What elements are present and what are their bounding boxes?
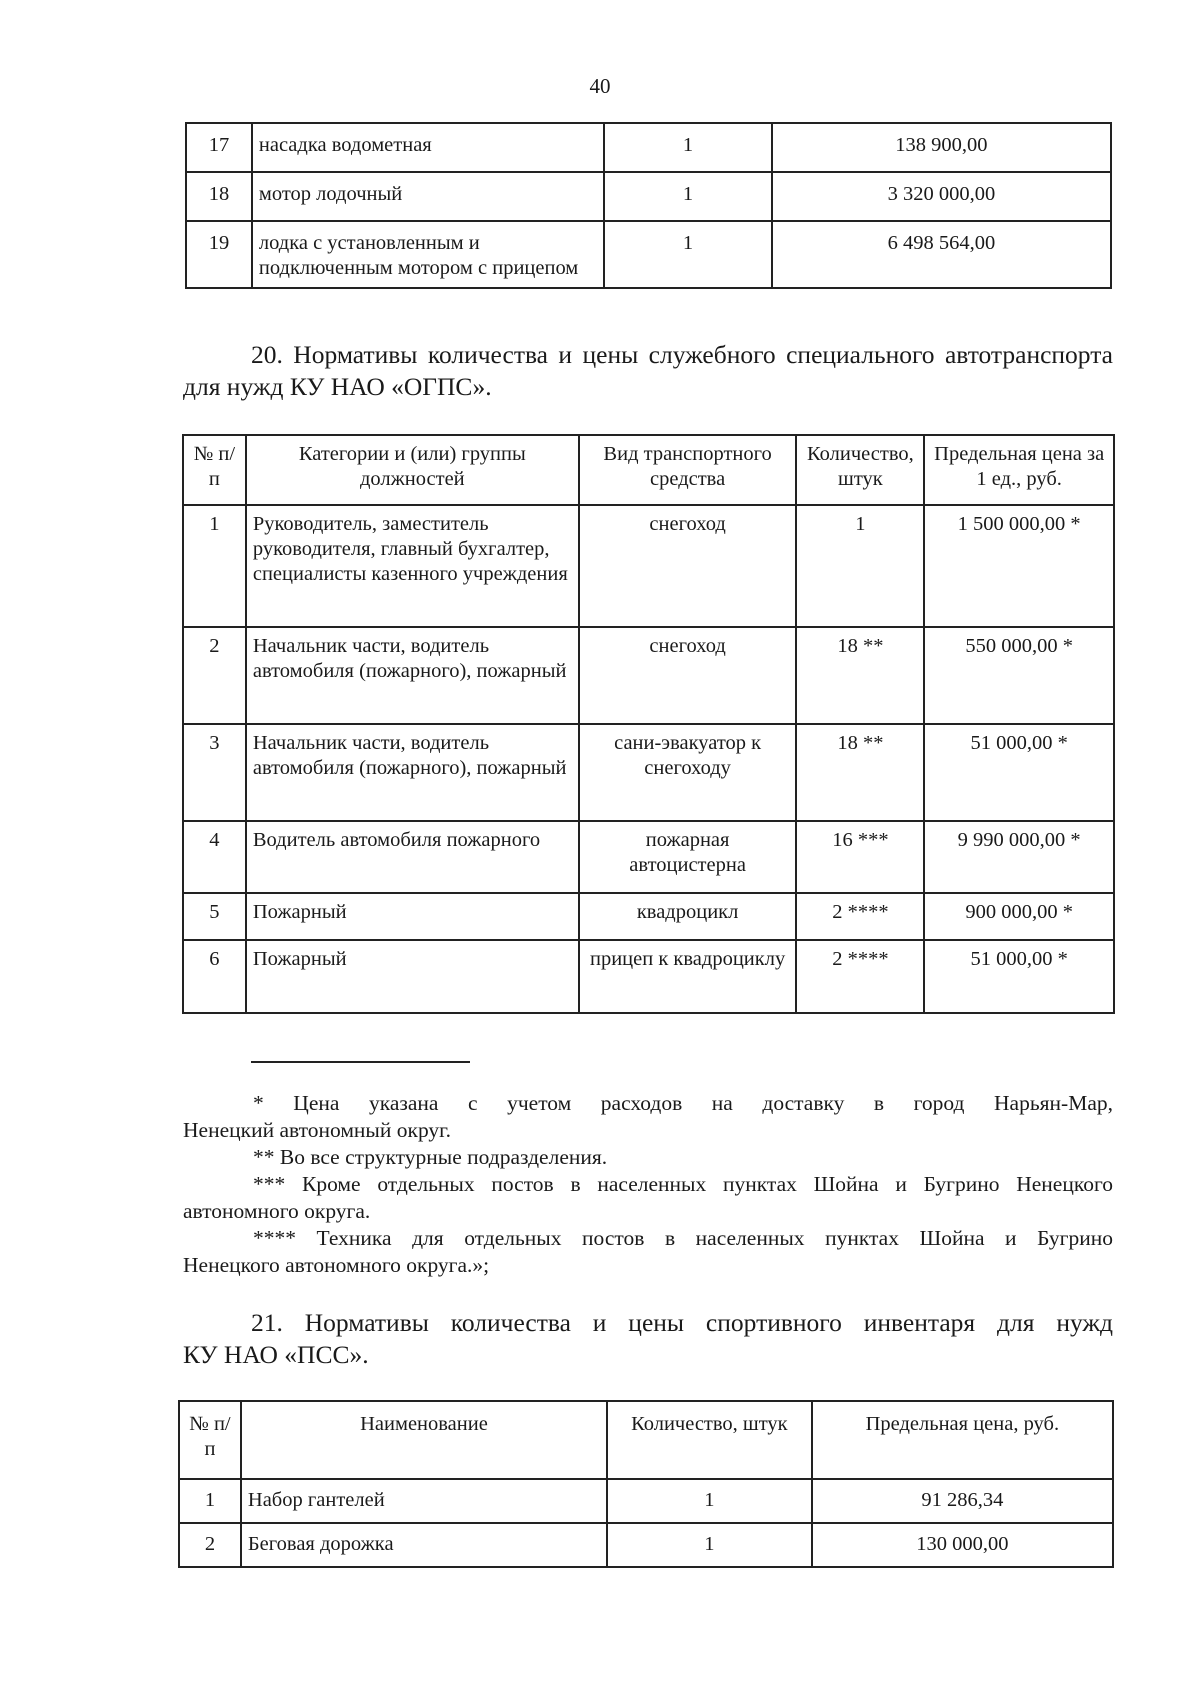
- page-number: 40: [589, 74, 611, 98]
- equipment-table-continuation: [185, 122, 1112, 289]
- footnote-4: [183, 1225, 1113, 1252]
- footnote-4-line1: **** Техника для отдельных постов в населенных пунктах Шойна и Бугрино: [253, 1226, 1113, 1250]
- row-category: Пожарный: [246, 940, 579, 1013]
- row-number: 18: [186, 172, 252, 221]
- row-category: Начальник части, водитель автомобиля (пожарного), пожарный: [246, 627, 579, 724]
- footnote-1-cont: Ненецкий автономный округ.: [183, 1118, 451, 1142]
- item-name: насадка водометная: [252, 123, 604, 172]
- header-price: Предельная цена, руб.: [812, 1401, 1113, 1479]
- table-row: [183, 505, 1114, 627]
- item-price: 3 320 000,00: [772, 172, 1111, 221]
- row-number: 17: [186, 123, 252, 172]
- row-number: 1: [179, 1479, 241, 1523]
- header-quantity: Количество, штук: [607, 1401, 812, 1479]
- footnotes: [183, 1090, 1113, 1279]
- header-number: № п/п: [183, 435, 246, 505]
- footnote-1: [183, 1090, 1113, 1117]
- table-row: [179, 1479, 1113, 1523]
- item-quantity: 1: [604, 221, 772, 288]
- footnote-2: ** Во все структурные подразделения.: [253, 1145, 608, 1169]
- row-price: 51 000,00 *: [924, 724, 1114, 821]
- item-quantity: 1: [604, 123, 772, 172]
- section-20-heading-line1: 20. Нормативы количества и цены служебного специального автотранспорта: [251, 340, 1113, 369]
- row-price: 9 990 000,00 *: [924, 821, 1114, 893]
- row-category: Водитель автомобиля пожарного: [246, 821, 579, 893]
- row-number: 2: [183, 627, 246, 724]
- vehicle-norms-table: [182, 434, 1115, 1014]
- row-name: Беговая дорожка: [241, 1523, 607, 1567]
- header-category: Категории и (или) группы должностей: [246, 435, 579, 505]
- table-row: [183, 893, 1114, 940]
- row-quantity: 18 **: [796, 724, 924, 821]
- table-row: [179, 1523, 1113, 1567]
- table-row: [183, 940, 1114, 1013]
- row-vehicle: снегоход: [579, 627, 797, 724]
- row-number: 4: [183, 821, 246, 893]
- section-21-heading: [183, 1307, 1113, 1371]
- header-name: Наименование: [241, 1401, 607, 1479]
- row-vehicle: квадроцикл: [579, 893, 797, 940]
- row-price: 91 286,34: [812, 1479, 1113, 1523]
- header-price: Предельная цена за 1 ед., руб.: [924, 435, 1114, 505]
- table-row: [183, 821, 1114, 893]
- item-name: мотор лодочный: [252, 172, 604, 221]
- footnote-3: [183, 1171, 1113, 1198]
- row-number: 5: [183, 893, 246, 940]
- item-price: 138 900,00: [772, 123, 1111, 172]
- sports-equipment-table: [178, 1400, 1114, 1568]
- row-quantity: 1: [607, 1479, 812, 1523]
- item-quantity: 1: [604, 172, 772, 221]
- row-quantity: 16 ***: [796, 821, 924, 893]
- header-vehicle: Вид транспортного средства: [579, 435, 797, 505]
- row-number: 6: [183, 940, 246, 1013]
- table-row: [186, 123, 1111, 172]
- row-price: 550 000,00 *: [924, 627, 1114, 724]
- table-row: [186, 221, 1111, 288]
- row-vehicle: пожарная автоцистерна: [579, 821, 797, 893]
- row-quantity: 1: [796, 505, 924, 627]
- row-price: 130 000,00: [812, 1523, 1113, 1567]
- table-row: [186, 172, 1111, 221]
- row-price: 900 000,00 *: [924, 893, 1114, 940]
- footnote-3-line1: *** Кроме отдельных постов в населенных пунктах Шойна и Бугрино Ненецкого: [253, 1172, 1113, 1196]
- row-number: 3: [183, 724, 246, 821]
- row-category: Руководитель, заместитель руководителя, главный бухгалтер, специалисты казенного учреждения: [246, 505, 579, 627]
- row-category: Начальник части, водитель автомобиля (пожарного), пожарный: [246, 724, 579, 821]
- section-21-heading-line1: 21. Нормативы количества и цены спортивного инвентаря для нужд: [251, 1308, 1113, 1337]
- item-price: 6 498 564,00: [772, 221, 1111, 288]
- row-price: 51 000,00 *: [924, 940, 1114, 1013]
- row-price: 1 500 000,00 *: [924, 505, 1114, 627]
- footnote-4-cont: Ненецкого автономного округа.»;: [183, 1253, 490, 1277]
- header-number: № п/п: [179, 1401, 241, 1479]
- row-number: 19: [186, 221, 252, 288]
- table-header-row: [179, 1401, 1113, 1479]
- item-name: лодка с установленным и подключенным мотором с прицепом: [252, 221, 604, 288]
- table-row: [183, 627, 1114, 724]
- footnote-3-cont: автономного округа.: [183, 1199, 371, 1223]
- row-number: 1: [183, 505, 246, 627]
- header-quantity: Количество, штук: [796, 435, 924, 505]
- row-quantity: 2 ****: [796, 893, 924, 940]
- row-vehicle: снегоход: [579, 505, 797, 627]
- table-row: [183, 724, 1114, 821]
- section-20-heading: [183, 339, 1113, 403]
- row-quantity: 2 ****: [796, 940, 924, 1013]
- table-header-row: [183, 435, 1114, 505]
- row-vehicle: сани-эвакуатор к снегоходу: [579, 724, 797, 821]
- row-quantity: 18 **: [796, 627, 924, 724]
- row-vehicle: прицеп к квадроциклу: [579, 940, 797, 1013]
- section-21-heading-line2: КУ НАО «ПСС».: [183, 1340, 369, 1369]
- footnote-1-line1: * Цена указана с учетом расходов на доставку в город Нарьян-Мар,: [253, 1091, 1113, 1115]
- row-number: 2: [179, 1523, 241, 1567]
- row-quantity: 1: [607, 1523, 812, 1567]
- row-name: Набор гантелей: [241, 1479, 607, 1523]
- row-category: Пожарный: [246, 893, 579, 940]
- footnote-separator: [251, 1061, 470, 1063]
- section-20-heading-line2: для нужд КУ НАО «ОГПС».: [183, 372, 492, 401]
